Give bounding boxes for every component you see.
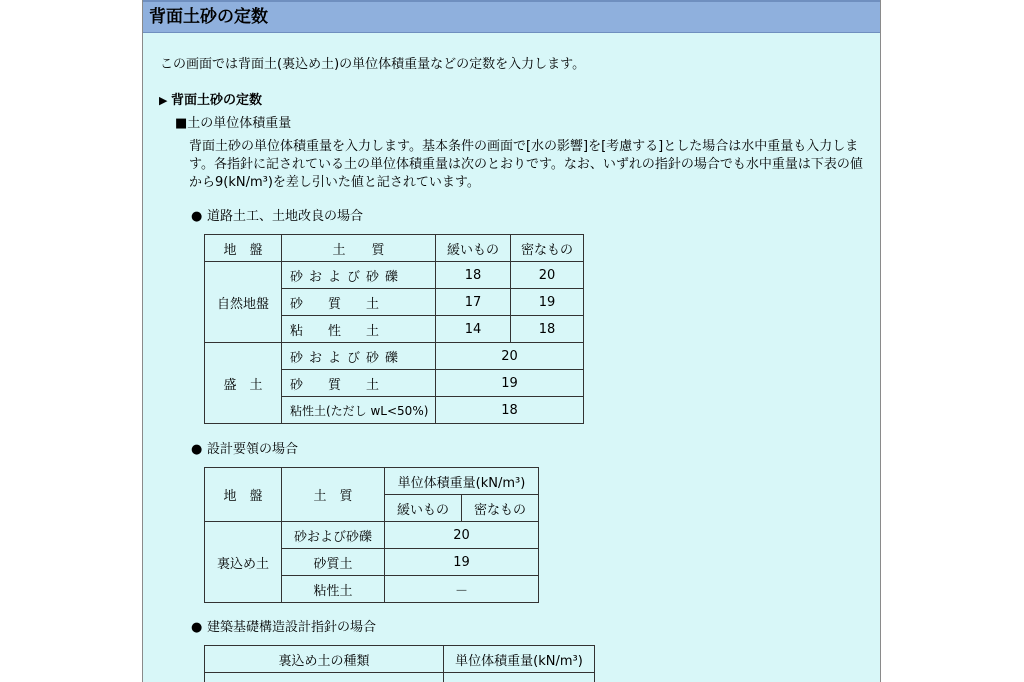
unit-weight-table-road [204, 234, 584, 424]
value-cell: － [385, 576, 539, 603]
soil-type-cell: 砂および砂礫 [282, 522, 385, 549]
value-cell: 19 [436, 370, 584, 397]
ground-type-cell: 裏込め土 [205, 522, 282, 603]
table-header: 地 盤 [205, 468, 282, 522]
table-header: 密なもの [511, 235, 584, 262]
soil-type-cell: 砂 質 土 [282, 370, 436, 397]
section-heading [159, 89, 262, 108]
table-header: 土 質 [282, 235, 436, 262]
soil-type-cell: 砂および砂礫 [282, 343, 436, 370]
soil-type-cell: 粘性土 [282, 576, 385, 603]
soil-type-cell: 砂質土 [282, 549, 385, 576]
intro-text: この画面では背面土(裏込め土)の単位体積重量などの定数を入力します。 [160, 57, 586, 72]
table-header: 裏込め土の種類 [205, 646, 444, 673]
value-cell: 19 [511, 289, 584, 316]
soil-type-cell: 砂および砂礫 [282, 262, 436, 289]
ground-type-cell: 自然地盤 [205, 262, 282, 343]
unit-weight-table-design-manual [204, 467, 539, 603]
value-cell: 20 [511, 262, 584, 289]
table-header: 単位体積重量(kN/m³) [385, 468, 539, 495]
help-content-panel [142, 0, 881, 682]
bullet-icon: ● [191, 442, 203, 457]
case-heading-building [191, 616, 376, 635]
table-header: 緩いもの [436, 235, 511, 262]
arrow-icon: ▶ [159, 94, 168, 107]
value-cell: 20 [385, 522, 539, 549]
value-cell [444, 673, 595, 682]
table-header: 緩いもの [385, 495, 462, 522]
subsection-heading: ■土の単位体積重量 [175, 116, 292, 131]
value-cell: 17 [436, 289, 511, 316]
table-header: 単位体積重量(kN/m³) [444, 646, 595, 673]
soil-type-cell: 粘性土(ただし wL<50%) [282, 397, 436, 424]
bullet-icon: ● [191, 620, 203, 635]
page-title: 背面土砂の定数 [143, 0, 880, 33]
case-label: 道路土工、土地改良の場合 [207, 209, 364, 224]
case-label: 建築基礎構造設計指針の場合 [207, 620, 377, 635]
value-cell: 18 [436, 262, 511, 289]
value-cell: 18 [436, 397, 584, 424]
soil-type-cell: 砂 質 土 [282, 289, 436, 316]
case-heading-road [191, 205, 363, 224]
unit-weight-table-building [204, 645, 595, 682]
table-header: 土 質 [282, 468, 385, 522]
bullet-icon: ● [191, 209, 203, 224]
case-label: 設計要領の場合 [207, 442, 299, 457]
soil-type-cell: 粘 性 土 [282, 316, 436, 343]
soil-type-cell [205, 673, 444, 682]
value-cell: 19 [385, 549, 539, 576]
description-paragraph: 背面土砂の単位体積重量を入力します。基本条件の画面で[水の影響]を[考慮する]とした場合は水中重量も入力します。各指針に記されている土の単位体積重量は次のとおりです。なお、いずれの指針の場合でも水中重量は下表の値から9(kN/m³)を差し引いた値と記されています。 [189, 139, 863, 190]
value-cell: 18 [511, 316, 584, 343]
table-header: 地 盤 [205, 235, 282, 262]
table-header: 密なもの [462, 495, 539, 522]
value-cell: 14 [436, 316, 511, 343]
case-heading-design-manual [191, 438, 298, 457]
ground-type-cell: 盛 土 [205, 343, 282, 424]
value-cell: 20 [436, 343, 584, 370]
section-heading-text: 背面土砂の定数 [171, 93, 263, 108]
